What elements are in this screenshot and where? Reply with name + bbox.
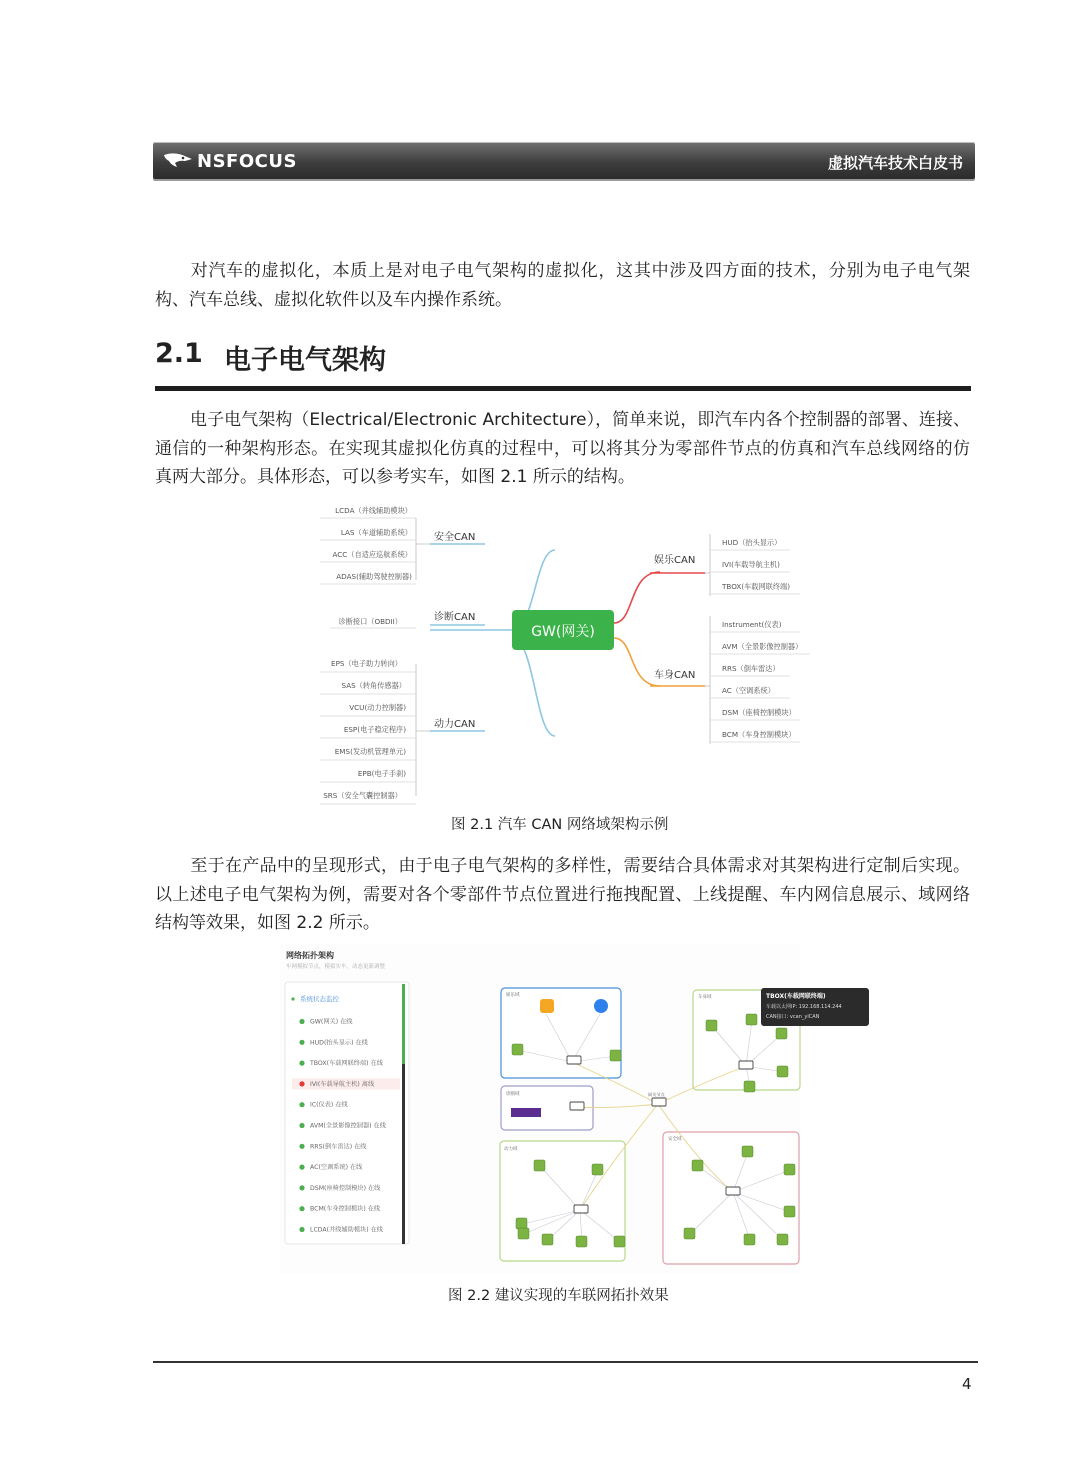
tooltip-title: TBOX(车载网联终端) — [766, 993, 826, 1000]
intro-paragraph: 对汽车的虚拟化，本质上是对电子电气架构的虚拟化，这其中涉及四方面的技术，分别为电子电气架构、汽车总线、虚拟化软件以及车内操作系统。 — [155, 261, 970, 310]
ecu-chip-icon — [614, 1236, 625, 1247]
sidebar-status-item[interactable] — [299, 1059, 383, 1067]
ecu-chip-icon — [534, 1160, 545, 1171]
switch-icon-body — [739, 1061, 753, 1069]
ecu-chip-icon — [777, 1066, 788, 1077]
category-power-can: 动力CAN — [434, 719, 476, 730]
sidebar-item-label: LCDA(并线辅助模块) 在线 — [310, 1226, 383, 1234]
leaf-instrument: Instrument(仪表) — [722, 620, 782, 629]
ecu-chip-icon — [516, 1218, 527, 1229]
status-dot-icon — [299, 1165, 304, 1170]
ecu-chip-icon — [518, 1228, 529, 1239]
leaf-dsm: DSM（座椅控制模块） — [722, 708, 796, 717]
leaf-obd: 诊断接口（OBDII） — [338, 617, 402, 626]
ecu-chip-icon — [692, 1160, 703, 1171]
category-safety-can: 安全CAN — [434, 532, 476, 543]
ecu-chip-icon — [576, 1236, 587, 1247]
category-body-can: 车身CAN — [654, 670, 696, 681]
footer-rule — [153, 1361, 978, 1363]
figure-2-1-caption: 图 2.1 汽车 CAN 网络域架构示例 — [451, 817, 669, 833]
header-bar — [153, 143, 975, 179]
ecu-chip-icon — [744, 1081, 755, 1092]
domain-label-power: 动力域 — [504, 1147, 518, 1152]
leaf-vcu: VCU(动力控制器) — [349, 703, 406, 712]
category-diag-can: 诊断CAN — [434, 612, 476, 623]
status-dot-icon — [299, 1227, 304, 1232]
sidebar-item-label: TBOX(车载网联终端) 在线 — [310, 1060, 383, 1068]
leaf-adas: ADAS(辅助驾驶控制器) — [336, 572, 412, 581]
gateway-label: GW(网关) — [531, 624, 595, 640]
leaf-bcm: BCM（车身控制模块） — [722, 730, 796, 739]
ecu-chip-icon — [776, 1028, 787, 1039]
sidebar-item-label: RRS(倒车雷达) 在线 — [310, 1143, 367, 1151]
sidebar-item-label: AVM(全景影像控制器) 在线 — [310, 1122, 386, 1130]
section-rule — [155, 386, 971, 391]
sidebar-status-item[interactable] — [299, 1142, 367, 1150]
ecu-chip-icon — [784, 1164, 795, 1175]
ecu-chip-icon — [746, 1014, 757, 1025]
sidebar-item-label: BCM(车身控制模块) 在线 — [310, 1205, 381, 1213]
switch-icon-power — [574, 1205, 588, 1213]
ecu-chip-icon — [684, 1228, 695, 1239]
can-architecture-mindmap — [310, 498, 820, 808]
paragraph-presentation: 至于在产品中的呈现形式，由于电子电气架构的多样性，需要结合具体需求对其架构进行定制后实现。以上述电子电气架构为例，需要对各个零部件节点位置进行拖拽配置、上线提醒、车内网信息展示、域网络结构等效果，如图 2.2 所示。 — [155, 856, 970, 933]
sidebar-status-item[interactable] — [299, 1226, 383, 1234]
status-dot-icon — [299, 1102, 304, 1107]
leaf-epb: EPB(电子手刹) — [357, 769, 406, 778]
domain-label-media: 娱乐域 — [506, 993, 520, 998]
domain-label-safety: 安全域 — [668, 1137, 682, 1142]
logo-text: NSFOCUS — [197, 150, 297, 172]
leaf-avm: AVM（全景影像控制器） — [722, 642, 803, 651]
sidebar-status-item[interactable] — [299, 1205, 381, 1213]
status-dot-icon — [299, 1040, 304, 1045]
sidebar-item-label: DSM(座椅控制模块) 在线 — [310, 1184, 381, 1192]
speaker-icon — [540, 999, 554, 1013]
switch-icon-diag — [570, 1102, 584, 1110]
ecu-chip-icon — [706, 1020, 717, 1031]
leaf-ac: AC（空调系统） — [722, 686, 775, 695]
leaf-ivi: IVI(车载导航主机) — [722, 560, 780, 569]
sidebar-status-item[interactable] — [299, 1184, 381, 1192]
status-dot-icon — [299, 1185, 304, 1190]
section-number: 2.1 — [155, 338, 203, 369]
leaf-ems: EMS(发动机管理单元) — [334, 747, 406, 756]
topology-panel-subtitle: 车网模拟节点，模拟实车，动态更新调整 — [286, 964, 386, 970]
ecu-chip-icon — [742, 1146, 753, 1157]
ecu-chip-icon — [592, 1164, 603, 1175]
status-dot-icon — [299, 1019, 304, 1024]
status-dot-icon — [299, 1123, 304, 1128]
leaf-lcda: LCDA（并线辅助模块） — [335, 506, 412, 515]
ecu-chip-icon — [744, 1234, 755, 1245]
ecu-chip-icon — [784, 1206, 795, 1217]
sidebar-status-item[interactable] — [299, 1038, 368, 1046]
switch-icon-safety — [726, 1187, 740, 1195]
leaf-las: LAS（车道辅助系统） — [340, 528, 412, 537]
navigation-icon — [594, 999, 608, 1013]
sidebar-item-label: IC(仪表) 在线 — [310, 1101, 348, 1109]
ecu-chip-icon — [610, 1050, 621, 1061]
network-topology-screenshot — [280, 944, 842, 1274]
sidebar-status-item[interactable] — [299, 1122, 386, 1130]
sidebar-status-item[interactable] — [292, 1078, 400, 1089]
switch-icon-gateway — [652, 1098, 666, 1106]
nsfocus-logo — [163, 149, 297, 173]
leaf-rrs: RRS（倒车雷达） — [722, 664, 780, 673]
status-dot-icon — [299, 1061, 304, 1066]
category-media-can: 娱乐CAN — [654, 555, 696, 566]
domain-label-diag: 诊断域 — [506, 1092, 520, 1097]
leaf-hud: HUD（抬头显示） — [722, 538, 782, 547]
leaf-tbox: TBOX(车载网联终端) — [722, 582, 791, 591]
sidebar-header: 系统状态监控 — [300, 995, 339, 1003]
leaf-acc: ACC（自适应巡航系统） — [332, 550, 412, 559]
domain-label-body: 车身域 — [698, 995, 712, 1000]
ecu-chip-icon — [542, 1234, 553, 1245]
page-number: 4 — [962, 1375, 972, 1393]
figure-2-2-caption: 图 2.2 建议实现的车联网拓扑效果 — [448, 1288, 669, 1304]
paragraph-architecture: 电子电气架构（Electrical/Electronic Architecture），简单来说，即汽车内各个控制器的部署、连接、通信的一种架构形态。在实现其虚拟化仿真的过程中，可以将其分为零部件节点的仿真和汽车总线网络的仿真两大部分。具体形态，可以参考实车，如图 2.1 所示的结构。 — [155, 410, 970, 487]
domain-box-power — [500, 1141, 625, 1261]
sidebar-item-label: GW(网关) 在线 — [310, 1018, 353, 1026]
ecu-chip-icon — [777, 1234, 788, 1245]
status-dot-icon — [299, 1081, 304, 1086]
logo-mark-icon — [163, 151, 193, 171]
sidebar-item-label: AC(空调系统) 在线 — [310, 1164, 363, 1172]
topology-panel-title: 网络拓扑架构 — [286, 951, 334, 960]
ecu-chip-icon — [512, 1044, 523, 1055]
sidebar-item-label: HUD(抬头显示) 在线 — [310, 1039, 368, 1047]
status-dot-icon — [299, 1206, 304, 1211]
leaf-esp: ESP(电子稳定程序) — [343, 725, 406, 734]
leaf-srs: SRS（安全气囊控制器） — [323, 791, 402, 800]
obd-port-icon — [511, 1108, 541, 1117]
status-dot-icon — [299, 1144, 304, 1149]
tooltip-can: CAN接口: vcan_ylCAN — [766, 1014, 820, 1020]
switch-icon-media — [567, 1056, 581, 1064]
leaf-eps: EPS（电子助力转向） — [331, 659, 402, 668]
leaf-sas: SAS（转角传感器） — [341, 681, 406, 690]
gateway-node-label: 网关节点 — [648, 1092, 665, 1097]
tooltip-ip: 车载以太网IP: 192.168.114.244 — [766, 1004, 842, 1010]
document-title: 虚拟汽车技术白皮书 — [827, 154, 963, 172]
sidebar-item-label: IVI(车载导航主机) 离线 — [310, 1080, 375, 1088]
section-title: 电子电气架构 — [224, 345, 386, 376]
